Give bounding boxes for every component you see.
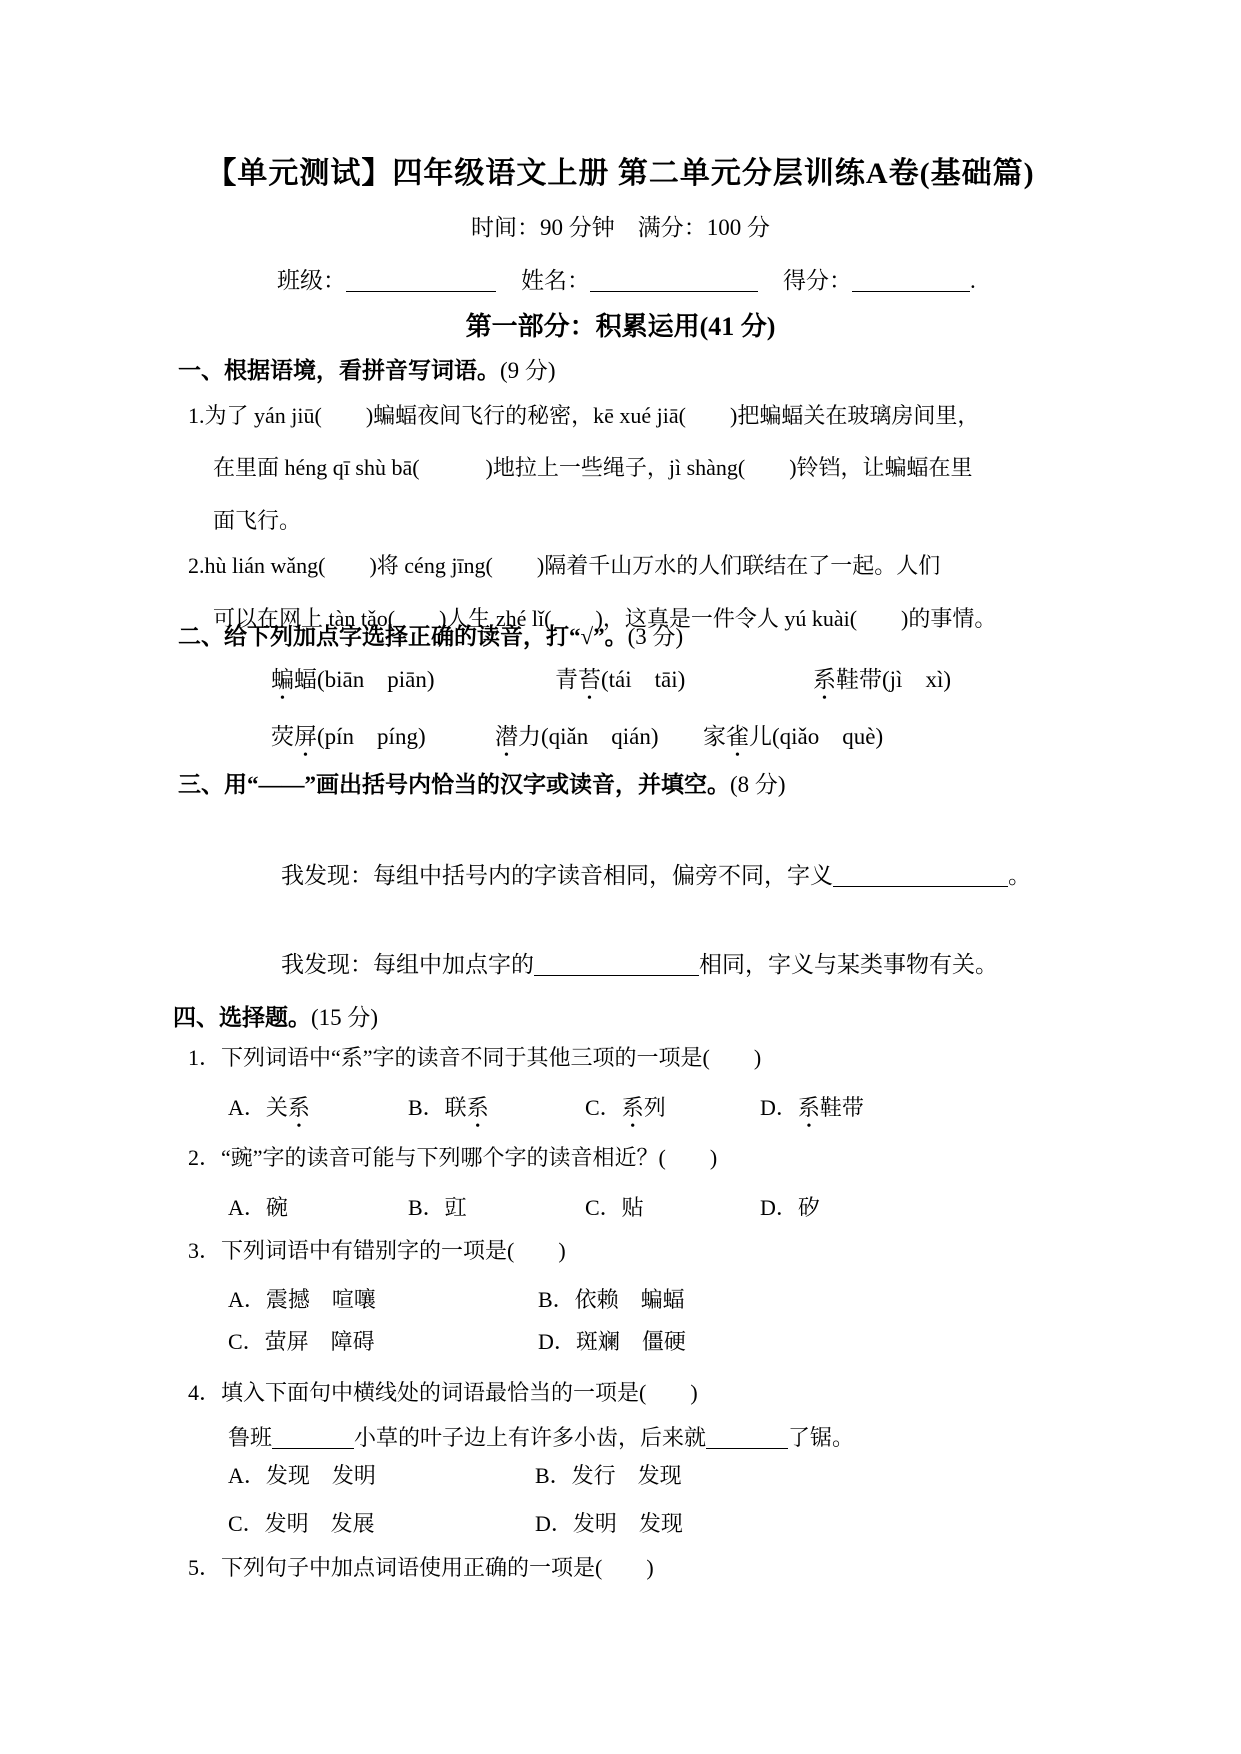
section3-heading-text: 三、用“——”画出括号内恰当的汉字或读音，并填空。 (178, 772, 730, 797)
option-b: B．联系 (408, 1091, 585, 1122)
section2-heading (178, 618, 683, 651)
dotted-char: 系 (797, 1095, 820, 1120)
option-a: A．碗 (228, 1195, 288, 1220)
question2-options (228, 1191, 820, 1222)
pinyin-line: 可以在网上 tàn tǎo( )人生 zhé lǐ( )，这真是一件令人 yú kuài( )的事情。 (213, 606, 997, 631)
section4-heading-score: (15 分) (311, 1005, 379, 1030)
sentence-middle: 小草的叶子边上有许多小齿，后来就 (354, 1425, 707, 1450)
option-d: D．发明 发现 (535, 1511, 683, 1536)
pronunciation-row (271, 718, 883, 751)
pronunciation-item: 荧屏(pín píng) (271, 718, 495, 751)
dotted-char: 潜 (495, 724, 518, 749)
question5-stem: 5．下列句子中加点词语使用正确的一项是( ) (188, 1555, 654, 1580)
option-c: C．萤屏 障碍 (228, 1329, 375, 1354)
pinyin-line: 面飞行。 (213, 508, 302, 533)
pronunciation-item: 家雀儿(qiǎo què) (703, 718, 883, 751)
question1-options (228, 1091, 864, 1122)
option-c: C．系列 (585, 1091, 760, 1122)
finding2-blank (534, 953, 699, 976)
dotted-char: 蝙 (271, 667, 294, 692)
question2-stem: 2．“豌”字的读音可能与下列哪个字的读音相近？( ) (188, 1145, 718, 1170)
pronunciation-item: 系鞋带(jì xì) (813, 661, 951, 694)
page-title: 【单元测试】四年级语文上册 第二单元分层训练A卷(基础篇) (206, 157, 1035, 190)
question4-sentence (228, 1421, 854, 1452)
question3-stem: 3．下列词语中有错别字的一项是( ) (188, 1238, 566, 1263)
section3-heading-score: (8 分) (730, 772, 786, 797)
score-blank (852, 269, 970, 292)
finding1-blank (833, 864, 1008, 887)
section1-heading (178, 352, 556, 385)
option-b: B．依赖 蝙蝠 (538, 1287, 685, 1312)
sentence-start: 鲁班 (228, 1425, 273, 1450)
section2-heading-score: (3 分) (627, 624, 684, 649)
name-blank (590, 269, 758, 292)
sentence-blank-2 (706, 1426, 788, 1449)
finding1-text: 我发现：每组中括号内的字读音相同，偏旁不同，字义 (281, 863, 833, 888)
pinyin-line: 1.为了 yán jiū( )蝙蝠夜间飞行的秘密，kē xué jiā( )把蝙蝠关在玻璃房间里， (188, 403, 980, 428)
sentence-blank-1 (272, 1426, 354, 1449)
option-b: B．豇 (408, 1195, 467, 1220)
dotted-char: 系 (287, 1095, 310, 1120)
finding2-text: 我发现：每组中加点字的 (281, 952, 534, 977)
question4-stem: 4．填入下面句中横线处的词语最恰当的一项是( ) (188, 1380, 698, 1405)
finding1-end: 。 (1008, 863, 1031, 888)
dotted-char: 系 (813, 667, 836, 692)
pronunciation-row (271, 661, 951, 694)
section1-heading-score: (9 分) (500, 358, 556, 383)
period: . (970, 268, 976, 293)
dotted-char: 系 (466, 1095, 489, 1120)
question3-options-row1 (228, 1283, 685, 1314)
pinyin-line: 2.hù lián wǎng( )将 céng jīng( )隔着千山万水的人们联结在了一起。人们 (188, 553, 941, 578)
finding-line-1 (281, 857, 1031, 890)
finding-line-2 (281, 946, 998, 979)
option-a: A．震撼 喧嚷 (228, 1287, 376, 1312)
part1-heading: 第一部分：积累运用(41 分) (465, 312, 776, 341)
question3-options-row2 (228, 1325, 686, 1356)
section3-heading (178, 766, 786, 799)
option-d: D．斑斓 僵硬 (538, 1329, 686, 1354)
exam-meta: 时间：90 分钟 满分：100 分 (471, 215, 770, 240)
dotted-char: 雀 (726, 724, 749, 749)
option-a: A．关系 (228, 1091, 408, 1122)
section2-heading-text: 二、给下列加点字选择正确的读音，打“√”。 (178, 624, 628, 649)
class-label: 班级： (277, 268, 346, 293)
pronunciation-item: 青苔(tái tāi) (555, 661, 813, 694)
dotted-char: 苔 (578, 667, 601, 692)
question4-options-row1 (228, 1459, 682, 1490)
section4-heading-text: 四、选择题。 (173, 1005, 311, 1030)
pronunciation-item: 潜力(qiǎn qián) (495, 718, 703, 751)
score-label: 得分： (783, 268, 852, 293)
option-d: D．矽 (760, 1195, 820, 1220)
sentence-end: 了锯。 (788, 1425, 855, 1450)
dotted-char: 系 (621, 1095, 644, 1120)
pinyin-line: 在里面 héng qī shù bā( )地拉上一些绳子，jì shàng( )铃铛，让蝙蝠在里 (213, 455, 973, 480)
finding2-end: 相同，字义与某类事物有关。 (699, 952, 998, 977)
section1-heading-text: 一、根据语境，看拼音写词语。 (178, 358, 500, 383)
question4-options-row2 (228, 1507, 683, 1538)
dotted-char: 屏 (294, 724, 317, 749)
option-a: A．发现 发明 (228, 1463, 376, 1488)
option-d: D．系鞋带 (760, 1091, 864, 1122)
pronunciation-item: 蝙蝠(biān piān) (271, 661, 555, 694)
option-c: C．发明 发展 (228, 1511, 375, 1536)
section4-heading (173, 999, 378, 1032)
class-blank (346, 269, 496, 292)
option-c: C．贴 (585, 1195, 644, 1220)
option-b: B．发行 发现 (535, 1463, 682, 1488)
student-info-line (277, 262, 976, 295)
name-label: 姓名： (521, 268, 590, 293)
question1-stem: 1．下列词语中“系”字的读音不同于其他三项的一项是( ) (188, 1045, 762, 1070)
